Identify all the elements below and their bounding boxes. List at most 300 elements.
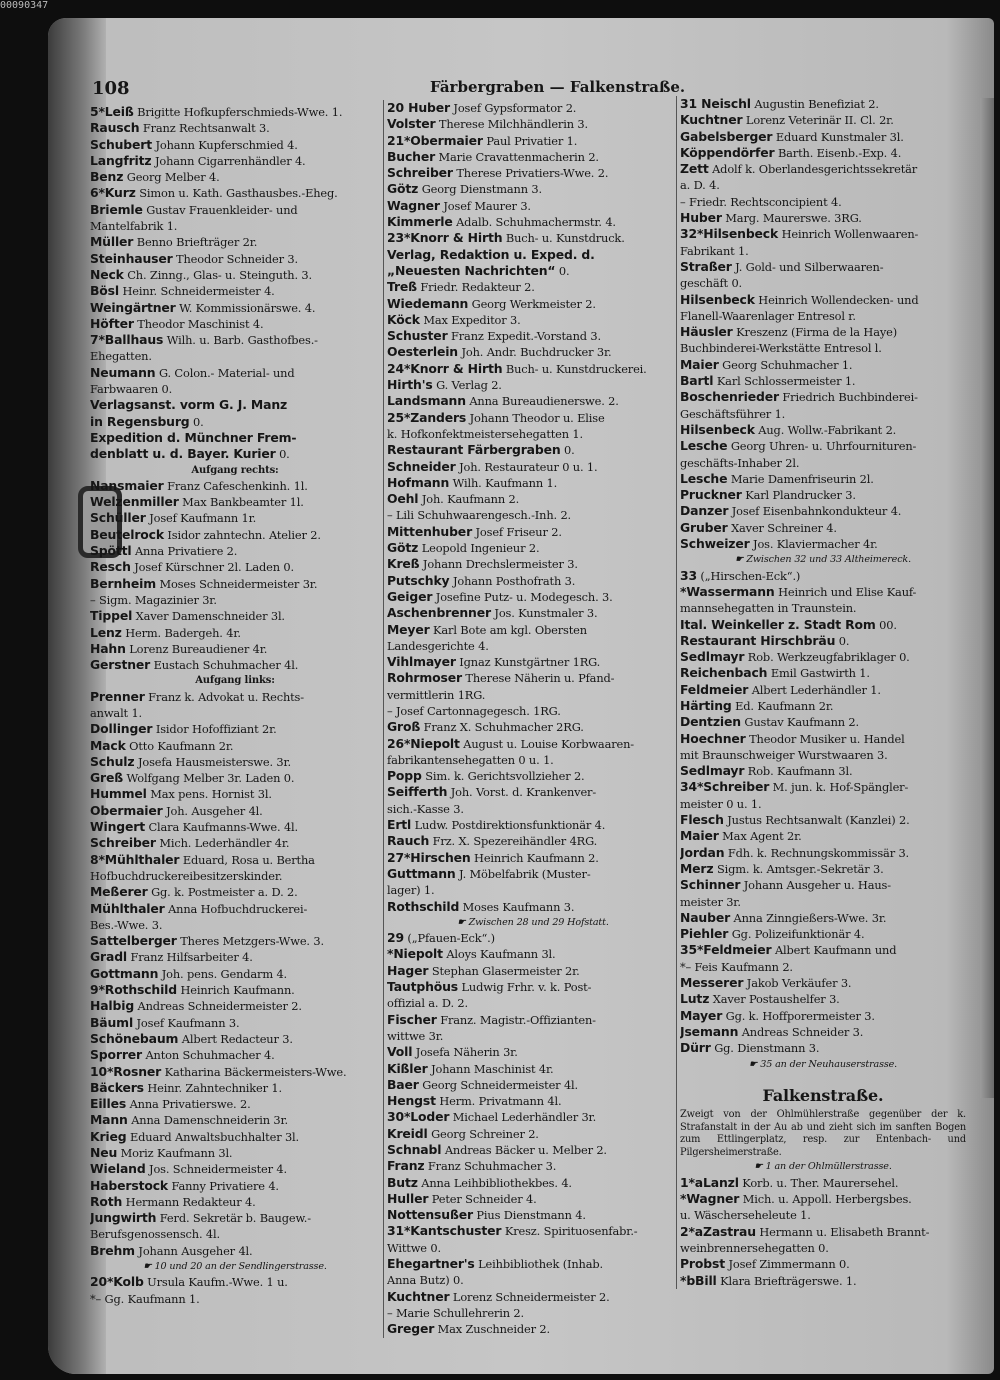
entry-name: Häusler <box>680 324 733 340</box>
directory-entry <box>680 959 966 975</box>
entry-detail: Therese Milchhändlerin 3. <box>435 117 588 132</box>
entry-detail: Ignaz Kunstgärtner 1RG. <box>455 655 601 670</box>
directory-entry <box>387 882 679 898</box>
entry-detail: Andreas Schneidermeister 2. <box>134 999 302 1014</box>
entry-detail: Fdh. k. Rechnungskommissär 3. <box>724 845 910 860</box>
entry-name: 6*Kurz <box>90 185 136 201</box>
directory-entry <box>90 884 380 900</box>
entry-detail: Karl Schlossermeister 1. <box>713 374 856 389</box>
directory-entry <box>90 446 380 462</box>
directory-entry <box>90 267 380 283</box>
entry-detail: Lorenz Bureaudiener 4r. <box>125 641 268 656</box>
directory-entry <box>387 100 679 116</box>
directory-entry <box>387 1044 679 1060</box>
directory-entry <box>387 930 679 946</box>
entry-detail: Georg Schuhmacher 1. <box>718 357 853 372</box>
directory-entry <box>387 899 679 915</box>
directory-entry <box>387 784 679 800</box>
directory-entry <box>680 698 966 714</box>
entry-detail: Gg. Dienstmann 3. <box>710 1041 820 1056</box>
entry-detail: Katharina Bäckermeisters-Wwe. <box>161 1064 347 1079</box>
directory-entry <box>680 422 966 438</box>
entry-detail: Anna Hofbuchdruckerei- <box>164 901 308 916</box>
directory-entry <box>387 622 679 638</box>
entry-name: Kreidl <box>387 1125 428 1141</box>
entry-detail: Buch- u. Kunstdruck. <box>502 231 625 246</box>
entry-name: Rauch <box>387 833 430 849</box>
directory-entry <box>90 933 380 949</box>
directory-entry <box>90 251 380 267</box>
directory-entry <box>90 1145 380 1161</box>
directory-entry <box>680 357 966 373</box>
entry-name: Gabelsberger <box>680 128 773 144</box>
directory-entry <box>680 112 966 128</box>
entry-detail: offizial a. D. 2. <box>387 996 468 1011</box>
entry-detail: Clara Kaufmanns-Wwe. 4l. <box>145 820 299 835</box>
entry-detail: 0. <box>189 414 204 429</box>
entry-name: Butz <box>387 1174 418 1190</box>
entry-detail: Landesgerichte 4. <box>387 638 489 653</box>
entry-name: Maier <box>680 828 719 844</box>
entry-detail: Emil Gastwirth 1. <box>767 666 870 681</box>
directory-entry <box>387 850 679 866</box>
entry-detail: Sim. k. Gerichtsvollzieher 2. <box>421 769 585 784</box>
entry-name: 25*Zanders <box>387 409 467 425</box>
entry-name: Prenner <box>90 688 145 704</box>
entry-detail: 0. <box>555 263 570 278</box>
directory-entry <box>387 670 679 686</box>
entry-name: Hummel <box>90 786 147 802</box>
entry-name: Pruckner <box>680 487 742 503</box>
entry-detail: Eustach Schuhmacher 4l. <box>150 658 299 673</box>
entry-name: Brehm <box>90 1242 135 1258</box>
entry-detail: weinbrennersehegatten 0. <box>680 1240 829 1255</box>
entry-detail: – Lili Schuhwaarengesch.-Inh. 2. <box>387 508 572 523</box>
directory-entry <box>680 747 966 763</box>
entry-name: Greger <box>387 1321 435 1337</box>
directory-entry <box>90 1096 380 1112</box>
entry-detail: Aug. Wollw.-Fabrikant 2. <box>754 422 897 437</box>
entry-name: 2*aZastrau <box>680 1223 756 1239</box>
entry-detail: Theodor Maschinist 4. <box>133 316 264 331</box>
directory-entry <box>387 1191 679 1207</box>
entry-name: Dürr <box>680 1040 711 1056</box>
cross-reference: ☛ Zwischen 32 und 33 Altheimereck. <box>735 554 911 566</box>
entry-detail: Theodor Schneider 3. <box>172 251 298 266</box>
entry-detail: – Sigm. Magazinier 3r. <box>90 592 217 607</box>
entry-detail: Wilh. Kaufmann 1. <box>449 475 558 490</box>
directory-entry <box>90 852 380 868</box>
entry-detail: Albert Redacteur 3. <box>178 1031 293 1046</box>
entry-name: Schinner <box>680 877 741 893</box>
facing-page-edge <box>980 98 994 1098</box>
directory-entry <box>387 214 679 230</box>
directory-entry <box>90 1080 380 1096</box>
entry-detail: fabrikantensehegatten 0 u. 1. <box>387 752 554 767</box>
directory-entry <box>90 721 380 737</box>
directory-entry <box>680 129 966 145</box>
entry-detail: Rob. Werkzeugfabriklager 0. <box>744 650 910 665</box>
entry-name: Maier <box>680 356 719 372</box>
entry-detail: Hermann Redakteur 4. <box>122 1194 256 1209</box>
column-2 <box>383 100 679 1338</box>
entry-detail: Heinrich und Elise Kauf- <box>774 584 917 599</box>
entry-detail: Augustin Benefiziat 2. <box>750 97 879 111</box>
entry-detail: Josef Eisenbahnkondukteur 4. <box>728 504 902 519</box>
entry-detail: anwalt 1. <box>90 705 143 720</box>
entry-detail: Andreas Bäcker u. Melber 2. <box>441 1143 607 1157</box>
entry-name: Boschenrieder <box>680 389 779 405</box>
entry-detail: Josef Gypsformator 2. <box>449 101 577 115</box>
directory-entry <box>387 459 679 475</box>
entry-detail: Johann Posthofrath 3. <box>449 573 576 588</box>
directory-entry <box>90 705 380 721</box>
entry-name: Wieland <box>90 1161 146 1177</box>
directory-entry <box>680 1224 966 1240</box>
directory-entry <box>387 1126 679 1142</box>
entry-detail: Franz Cafeschenkinh. 1l. <box>163 478 308 493</box>
entry-detail: Benno Briefträger 2r. <box>133 235 258 250</box>
entry-detail: Josefa Hausmeisterswe. 3r. <box>134 754 292 769</box>
entry-detail: Justus Rechtsanwalt (Kanzlei) 2. <box>723 813 910 828</box>
directory-entry <box>90 1274 380 1290</box>
entry-detail: Heinrich Kaufmann. <box>177 983 295 998</box>
entry-detail: – Josef Cartonnagegesch. 1RG. <box>387 703 561 718</box>
entry-detail: Gg. Polizeifunktionär 4. <box>728 927 865 942</box>
entry-name: Fischer <box>387 1011 437 1027</box>
entry-detail: Leopold Ingenieur 2. <box>418 541 540 556</box>
section-description: Zweigt von der Ohlmühlerstraße gegenüber der k. Strafanstalt in der Au ab und zieht sich im sanften Bogen zum Ettlingerplatz, resp. zur Entenbach- und Pilgersheimerstraße. <box>680 1109 966 1158</box>
directory-entry <box>387 344 679 360</box>
directory-entry <box>387 1272 679 1288</box>
directory-entry <box>680 1024 966 1040</box>
entry-detail: Berufsgenossensch. 4l. <box>90 1227 220 1242</box>
entry-detail: mannsehegatten in Traunstein. <box>680 601 857 616</box>
entry-detail: Anton Schuhmacher 4. <box>142 1048 275 1063</box>
entry-detail: Marie Damenfriseurin 2l. <box>727 471 874 486</box>
entry-name: Nauber <box>680 909 731 925</box>
directory-entry <box>387 946 679 962</box>
entry-detail: Fanny Privatiere 4. <box>168 1178 279 1193</box>
directory-entry <box>90 868 380 884</box>
entry-detail: Gustav Frauenkleider- und <box>142 202 298 217</box>
directory-entry <box>387 279 679 295</box>
entry-name: Huller <box>387 1190 429 1206</box>
directory-entry <box>680 568 966 584</box>
entry-name: Greß <box>90 770 123 786</box>
directory-entry <box>387 703 679 719</box>
entry-name: denblatt u. d. Bayer. Kurier <box>90 446 276 462</box>
entry-detail: Heinrich Wollenwaaren- <box>778 227 919 242</box>
cross-reference: ☛ 1 an der Ohlmüllerstrasse. <box>754 1161 892 1173</box>
directory-entry <box>680 1207 966 1223</box>
entry-detail: Paul Privatier 1. <box>482 133 578 148</box>
directory-entry <box>387 377 679 393</box>
entry-detail: Franz Schuhmacher 3. <box>424 1159 557 1174</box>
entry-detail: vermittlerin 1RG. <box>387 687 486 702</box>
entry-name: Straßer <box>680 258 732 274</box>
entry-detail: Johann Maschinist 4r. <box>427 1061 554 1076</box>
entry-name: Haberstock <box>90 1177 169 1193</box>
directory-entry <box>680 877 966 893</box>
directory-entry <box>680 1273 966 1289</box>
entry-detail: Gustav Kaufmann 2. <box>740 715 860 730</box>
directory-entry <box>387 263 679 279</box>
entry-detail: geschäft 0. <box>680 276 743 291</box>
entry-name: Rausch <box>90 120 140 136</box>
entry-detail: Flanell-Waarenlager Entresol r. <box>680 308 856 323</box>
entry-name: Bernheim <box>90 575 156 591</box>
directory-entry <box>90 1243 380 1259</box>
entry-name: 35*Feldmeier <box>680 942 772 958</box>
directory-entry <box>680 455 966 471</box>
directory-entry <box>90 592 380 608</box>
entry-name: Götz <box>387 540 419 556</box>
directory-entry <box>387 1028 679 1044</box>
directory-entry <box>90 917 380 933</box>
entry-detail: Adalb. Schuhmachermstr. 4. <box>452 215 616 230</box>
directory-entry <box>90 381 380 397</box>
entry-name: Hilsenbeck <box>680 421 755 437</box>
directory-entry <box>680 1191 966 1207</box>
entry-name: Mack <box>90 737 126 753</box>
entry-name: Hirth's <box>387 377 433 393</box>
cross-reference: ☛ Zwischen 28 und 29 Hofstatt. <box>457 916 609 928</box>
directory-entry <box>387 328 679 344</box>
entry-detail: Jos. Kunstmaler 3. <box>490 606 598 621</box>
directory-entry <box>90 414 380 430</box>
entry-detail: Anna Leihbibliothekbes. 4. <box>417 1175 572 1190</box>
entry-name: Schüller <box>90 510 146 526</box>
entry-name: Hager <box>387 962 429 978</box>
entry-name: Putschky <box>387 572 450 588</box>
directory-entry <box>387 1061 679 1077</box>
entry-name: Schreiber <box>387 165 453 181</box>
entry-detail: Wilh. u. Barb. Gasthofbes.- <box>163 333 318 348</box>
entry-name: Welzenmiller <box>90 494 179 510</box>
entry-name: 20*Kolb <box>90 1274 144 1290</box>
cross-reference: ☛ 35 an der Neuhauserstrasse. <box>748 1058 898 1070</box>
entry-detail: k. Hofkonfektmeistersehegatten 1. <box>387 426 583 441</box>
entry-detail: Kreszenz (Firma de la Haye) <box>732 325 898 340</box>
entry-name: Sattelberger <box>90 933 177 949</box>
directory-entry <box>387 1289 679 1305</box>
entry-detail: Brigitte Hofkupferschmieds-Wwe. 1. <box>133 105 343 119</box>
entry-name: 5*Leiß <box>90 104 134 119</box>
directory-entry <box>680 975 966 991</box>
directory-entry <box>387 181 679 197</box>
entry-name: Oesterlein <box>387 344 458 360</box>
entry-name: Mayer <box>680 1007 723 1023</box>
entry-name: 21*Obermaier <box>387 132 483 148</box>
entry-detail: Jos. Schneidermeister 4. <box>145 1162 287 1177</box>
directory-entry <box>680 324 966 340</box>
directory-entry <box>387 133 679 149</box>
entry-name: Hahn <box>90 640 126 656</box>
entry-detail: a. D. 4. <box>680 178 720 193</box>
entry-detail: meister 3r. <box>680 894 741 909</box>
directory-entry <box>680 471 966 487</box>
directory-entry <box>90 754 380 770</box>
directory-entry <box>90 641 380 657</box>
entry-detail: Simon u. Kath. Gasthausbes.-Eheg. <box>135 186 338 201</box>
entry-detail: Sigm. k. Amtsger.-Sekretär 3. <box>713 861 884 876</box>
entry-name: 27*Hirschen <box>387 849 471 865</box>
directory-entry <box>90 1031 380 1047</box>
entry-name: Rothschild <box>387 898 460 914</box>
directory-entry <box>90 998 380 1014</box>
entry-name: Tippel <box>90 608 133 624</box>
directory-entry <box>680 1240 966 1256</box>
entry-name: Schönebaum <box>90 1030 179 1046</box>
entry-detail: Johann Cigarrenhändler 4. <box>151 153 306 168</box>
entry-name: Lutz <box>680 991 710 1007</box>
entry-name: Hoechner <box>680 730 746 746</box>
directory-entry <box>90 689 380 705</box>
entry-name: 33 <box>680 567 697 583</box>
entry-detail: Bes.-Wwe. 3. <box>90 917 163 932</box>
directory-entry <box>680 910 966 926</box>
entry-detail: Pius Dienstmann 4. <box>472 1208 586 1223</box>
directory-entry <box>90 576 380 592</box>
entry-name: Bäuml <box>90 1014 134 1030</box>
directory-entry <box>90 120 380 136</box>
entry-detail: Therese Privatiers-Wwe. 2. <box>452 166 609 181</box>
entry-name: Schreiber <box>90 835 156 851</box>
directory-entry <box>680 796 966 812</box>
entry-name: Halbig <box>90 998 135 1014</box>
directory-entry <box>387 230 679 246</box>
entry-name: Gerstner <box>90 657 151 673</box>
directory-entry <box>90 543 380 559</box>
directory-entry <box>90 169 380 185</box>
entry-detail: Ludw. Postdirektionsfunktionär 4. <box>411 818 606 833</box>
entry-name: Danzer <box>680 503 729 519</box>
entry-detail: u. Wäscherseheleute 1. <box>680 1208 811 1223</box>
entry-detail: Ch. Zinng., Glas- u. Steinguth. 3. <box>123 267 312 282</box>
directory-entry <box>90 153 380 169</box>
directory-entry <box>90 478 380 494</box>
entry-detail: wittwe 3r. <box>387 1028 444 1043</box>
entry-name: Baer <box>387 1076 419 1092</box>
entry-name: Sedlmayr <box>680 763 745 779</box>
entry-name: Neu <box>90 1145 118 1160</box>
entry-detail: Xaver Schreiner 4. <box>727 520 837 535</box>
entry-detail: Eduard, Rosa u. Bertha <box>179 852 315 867</box>
entry-name: Probst <box>680 1256 725 1272</box>
directory-entry <box>387 995 679 1011</box>
entry-name: Flesch <box>680 812 724 828</box>
directory-entry <box>90 1226 380 1242</box>
entry-detail: Albert Lederhändler 1. <box>748 682 881 697</box>
directory-entry <box>387 817 679 833</box>
directory-entry <box>680 438 966 454</box>
directory-entry <box>387 312 679 328</box>
directory-entry <box>90 608 380 624</box>
entry-name: *Niepolt <box>387 946 443 962</box>
entry-detail: Georg Schneidermeister 4l. <box>418 1077 579 1092</box>
entry-detail: Franz Rechtsanwalt 3. <box>139 121 270 136</box>
entry-name: Nansmaier <box>90 477 164 493</box>
directory-entry <box>387 116 679 132</box>
entry-name: 9*Rothschild <box>90 982 178 998</box>
directory-entry <box>90 185 380 201</box>
directory-entry <box>90 559 380 575</box>
entry-detail: („Hirschen-Eck“.) <box>696 568 801 583</box>
entry-name: Schnabl <box>387 1142 442 1157</box>
directory-entry <box>90 1291 380 1307</box>
entry-detail: Gg. k. Postmeister a. D. 2. <box>147 885 298 900</box>
entry-detail: Wolfgang Melber 3r. Laden 0. <box>123 771 295 786</box>
directory-entry <box>90 430 380 446</box>
entry-detail: Peter Schneider 4. <box>428 1191 537 1206</box>
entry-name: Müller <box>90 234 134 250</box>
directory-entry <box>387 247 679 263</box>
directory-entry <box>90 1178 380 1194</box>
entry-detail: Theres Metzgers-Wwe. 3. <box>176 934 324 949</box>
staircase-heading: Aufgang rechts: <box>191 464 279 476</box>
entry-name: Resch <box>90 559 131 575</box>
entry-name: Kuchtner <box>387 1288 450 1304</box>
column-3-entries <box>680 96 966 1072</box>
directory-entry <box>680 161 966 177</box>
directory-entry <box>90 316 380 332</box>
directory-entry <box>680 308 966 324</box>
cross-reference: ☛ 10 und 20 an der Sendlingerstrasse. <box>143 1261 327 1273</box>
directory-entry <box>387 719 679 735</box>
entry-detail: Mich. u. Appoll. Herbergsbes. <box>739 1192 912 1207</box>
entry-name: Ehegartner's <box>387 1256 475 1272</box>
entry-detail: Franz. Magistr.-Offizianten- <box>436 1012 596 1027</box>
directory-entry <box>90 770 380 786</box>
entry-name: Wiedemann <box>387 295 469 311</box>
entry-detail: Joh. pens. Gendarm 4. <box>158 966 288 981</box>
directory-entry <box>680 779 966 795</box>
directory-entry <box>680 845 966 861</box>
entry-name: Schuster <box>387 328 448 344</box>
entry-name: Volster <box>387 116 436 132</box>
entry-name: in Regensburg <box>90 413 190 429</box>
entry-detail: Korb. u. Ther. Maurersehel. <box>738 1175 899 1190</box>
directory-entry <box>387 442 679 458</box>
entry-name: Kimmerle <box>387 214 453 230</box>
entry-name: Vihlmayer <box>387 654 456 670</box>
entry-detail: Ludwig Frhr. v. k. Post- <box>458 980 592 995</box>
entry-name: Langfritz <box>90 152 152 168</box>
entry-name: Briemle <box>90 201 143 217</box>
entry-detail: meister 0 u. 1. <box>680 796 762 811</box>
entry-name: 29 <box>387 930 404 946</box>
entry-name: Zett <box>680 161 709 177</box>
entry-detail: Eduard Anwaltsbuchhalter 3l. <box>126 1129 300 1144</box>
directory-entry <box>90 738 380 754</box>
directory-entry <box>680 275 966 291</box>
entry-name: Lesche <box>680 470 728 486</box>
entry-name: Merz <box>680 860 714 876</box>
directory-entry <box>387 1207 679 1223</box>
entry-name: Jungwirth <box>90 1210 157 1226</box>
entry-detail: Wittwe 0. <box>387 1240 441 1255</box>
entry-detail: Karl Bote am kgl. Obersten <box>429 622 587 637</box>
directory-entry <box>387 605 679 621</box>
entry-detail: Ed. Kaufmann 2r. <box>731 698 834 713</box>
entry-name: Roth <box>90 1193 123 1209</box>
directory-entry <box>680 487 966 503</box>
entry-detail: Franz Expedit.-Vorstand 3. <box>447 329 601 344</box>
directory-entry <box>680 617 966 633</box>
entry-name: 23*Knorr & Hirth <box>387 230 503 246</box>
entry-detail: Mantelfabrik 1. <box>90 219 178 234</box>
